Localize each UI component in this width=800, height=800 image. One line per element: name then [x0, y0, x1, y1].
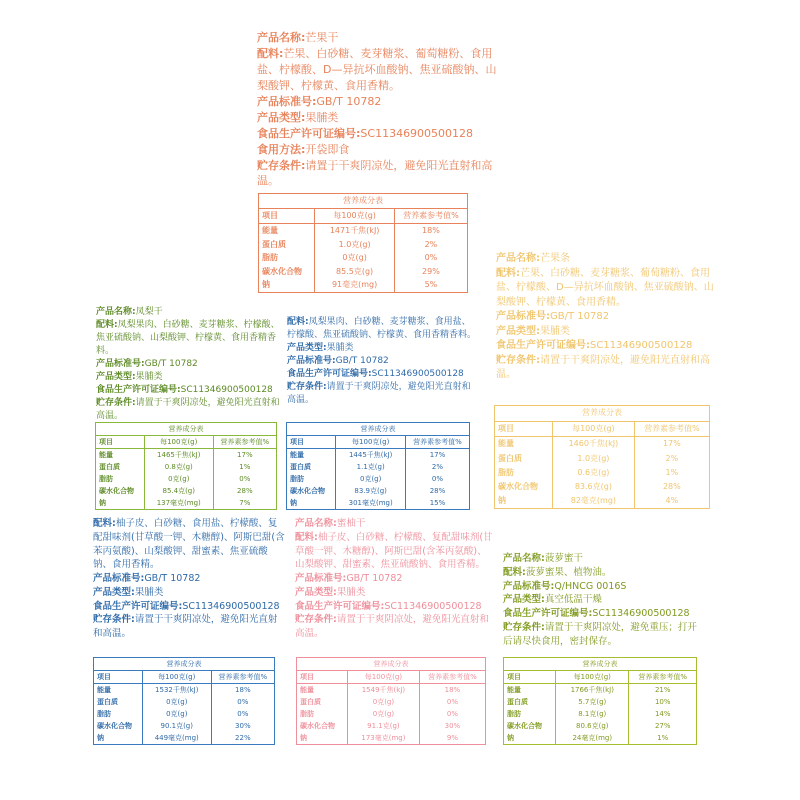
nutrient-fat: 脂肪	[498, 467, 514, 477]
nutrient-sodium: 钠	[262, 280, 270, 290]
ingredients-row: 配料:菠萝蜜果、植物油。	[503, 566, 612, 578]
storage-row: 贮存条件:请置于干爽阴凉处，避免阳光直射和高温。	[496, 354, 710, 380]
header-nrv: 营养素参考值%	[405, 436, 469, 449]
header-per100: 每100克(g)	[348, 671, 420, 684]
header-nrv: 营养素参考值%	[394, 208, 467, 223]
energy-value: 1766千焦(kJ)	[556, 684, 629, 697]
nutrient-fat: 脂肪	[300, 709, 314, 718]
product-name-row: 产品名称:蜜柚干	[295, 518, 366, 529]
header-per100: 每100克(g)	[142, 671, 211, 684]
protein-nrv: 1%	[239, 463, 251, 472]
type-row: 产品类型:果脯类	[93, 586, 164, 598]
carbs-value: 91.1克(g)	[348, 720, 420, 732]
nutrient-energy: 能量	[262, 225, 278, 235]
nutrition-title: 营养成分表	[287, 423, 470, 436]
ingredients-row: 配料:芒果、白砂糖、麦芽糖浆、葡萄糖粉、食用盐、柠檬酸、D—异抗坏血酸钠、焦亚硫酸钠、山梨酸钾、柠檬黄、食用香精。	[496, 267, 714, 308]
type-row: 产品类型:果脯类	[295, 586, 366, 598]
header-nrv: 营养素参考值%	[419, 671, 485, 684]
storage-row: 贮存条件:请置于干爽阴凉处，避免阳光直射和高温。	[287, 382, 471, 406]
energy-nrv: 17%	[429, 451, 446, 460]
nutrient-protein: 蛋白质	[262, 239, 286, 249]
ingredients-row: 配料:柚子皮、白砂糖、柠檬酸、复配甜味剂(甘草酸一钾、木糖醇)、阿斯巴甜(含苯丙氨酸)、山梨酸钾、甜蜜素、焦亚硫酸钠、食用香精。	[295, 531, 493, 571]
type-row: 产品类型:真空低温干燥	[503, 594, 602, 606]
nutrient-sodium: 钠	[300, 733, 307, 742]
nutrient-carbs: 碳水化合物	[262, 266, 302, 276]
nutrition-title: 营养成分表	[297, 658, 486, 671]
nutrient-energy: 能量	[290, 451, 304, 460]
carbs-nrv: 30%	[444, 721, 461, 730]
nutrient-energy: 能量	[99, 451, 113, 460]
carbs-nrv: 28%	[237, 486, 253, 495]
fat-nrv: 0%	[239, 474, 251, 483]
fat-value: 0.6克(g)	[553, 465, 635, 479]
header-item: 项目	[297, 671, 348, 684]
fat-nrv: 0%	[431, 474, 444, 483]
nutrient-fat: 脂肪	[99, 474, 113, 483]
storage-row: 贮存条件:请置于干爽阴凉处，避免阳光直射和高温。	[96, 398, 280, 422]
product-info-pomelo-blue	[93, 517, 285, 641]
protein-nrv: 0%	[237, 698, 249, 707]
license-row: 食品生产许可证编号:SC11346900500128	[503, 608, 690, 620]
protein-nrv: 10%	[654, 698, 671, 707]
header-item: 项目	[259, 208, 315, 223]
usage-row: 食用方法:开袋即食	[257, 142, 350, 156]
sodium-value: 24毫克(mg)	[556, 732, 629, 745]
license-row: 食品生产许可证编号:SC11346900500128	[295, 600, 482, 612]
sodium-value: 91毫克(mg)	[315, 278, 394, 292]
nutrient-energy: 能量	[498, 439, 514, 449]
nutrient-protein: 蛋白质	[300, 698, 321, 707]
nutrition-table-pomelo-blue	[93, 657, 275, 745]
energy-value: 1471千焦(kJ)	[315, 223, 394, 237]
nutrition-table-pomelo-pink	[296, 657, 486, 745]
protein-value: 0克(g)	[348, 696, 420, 708]
nutrition-table-pineapple-honey	[503, 657, 697, 745]
nutrient-fat: 脂肪	[507, 709, 521, 718]
storage-row: 贮存条件:请置于干爽阴凉处，避免重压；打开后请尽快食用，密封保存。	[503, 621, 697, 647]
sodium-nrv: 1%	[657, 733, 669, 742]
carbs-nrv: 28%	[429, 486, 446, 495]
nutrient-sodium: 钠	[498, 496, 506, 506]
protein-value: 1.0克(g)	[315, 238, 394, 252]
nutrition-table-mango-strip	[494, 405, 710, 509]
sodium-value: 301毫克(mg)	[336, 497, 406, 510]
carbs-value: 83.6克(g)	[553, 480, 635, 494]
standard-row: 产品标准号:GB/T 10782	[93, 573, 201, 585]
carbs-value: 83.9克(g)	[336, 485, 406, 497]
nutrient-carbs: 碳水化合物	[507, 721, 542, 730]
fat-value: 8.1克(g)	[556, 708, 629, 720]
sodium-nrv: 4%	[665, 496, 679, 506]
nutrient-protein: 蛋白质	[97, 698, 118, 707]
sodium-nrv: 9%	[446, 733, 458, 742]
header-item: 项目	[94, 671, 143, 684]
fat-nrv: 1%	[665, 467, 679, 477]
carbs-nrv: 27%	[654, 721, 671, 730]
carbs-value: 80.6克(g)	[556, 720, 629, 732]
energy-value: 1460千焦(kJ)	[553, 437, 635, 452]
ingredients-row: 配料:芒果、白砂糖、麦芽糖浆、葡萄糖粉、食用盐、柠檬酸、D—异抗坏血酸钠、焦亚硫酸钠、山梨酸钾、柠檬黄、食用香精。	[257, 46, 497, 92]
product-name-row: 产品名称:芒果条	[496, 253, 570, 264]
license-row: 食品生产许可证编号:SC11346900500128	[287, 369, 464, 380]
protein-value: 0克(g)	[142, 696, 211, 708]
nutrient-fat: 脂肪	[262, 253, 278, 263]
nutrient-protein: 蛋白质	[99, 463, 120, 472]
energy-nrv: 17%	[662, 439, 681, 449]
energy-nrv: 18%	[422, 225, 440, 235]
sodium-value: 82毫克(mg)	[553, 494, 635, 509]
energy-nrv: 21%	[654, 686, 671, 695]
product-name-row: 产品名称:凤梨干	[96, 307, 163, 317]
header-per100: 每100克(g)	[336, 436, 406, 449]
license-row: 食品生产许可证编号:SC11346900500128	[257, 126, 474, 140]
protein-nrv: 2%	[431, 463, 444, 472]
nutrition-table-pear-blue	[286, 422, 470, 510]
fat-value: 0克(g)	[144, 473, 213, 485]
protein-value: 0.8克(g)	[144, 461, 213, 473]
energy-nrv: 17%	[237, 451, 253, 460]
nutrition-title: 营养成分表	[259, 194, 468, 209]
type-row: 产品类型:果脯类	[287, 343, 354, 354]
type-row: 产品类型:果脯类	[96, 372, 163, 383]
header-per100: 每100克(g)	[553, 421, 635, 437]
nutrient-energy: 能量	[300, 686, 314, 695]
sodium-value: 173毫克(mg)	[348, 732, 420, 745]
header-nrv: 营养素参考值%	[211, 671, 274, 684]
standard-row: 产品标准号:GB/T 10782	[257, 94, 382, 108]
nutrient-protein: 蛋白质	[290, 463, 311, 472]
nutrient-sodium: 钠	[99, 498, 106, 507]
nutrient-fat: 脂肪	[97, 709, 111, 718]
energy-nrv: 18%	[235, 686, 251, 695]
carbs-value: 85.5克(g)	[315, 265, 394, 279]
storage-row: 贮存条件:请置于干爽阴凉处，避免阳光直射和高温。	[93, 614, 278, 640]
sodium-value: 449毫克(mg)	[142, 732, 211, 745]
nutrient-carbs: 碳水化合物	[290, 486, 325, 495]
energy-value: 1549千焦(kJ)	[348, 684, 420, 697]
fat-nrv: 0%	[237, 709, 249, 718]
fat-value: 0克(g)	[142, 708, 211, 720]
sodium-nrv: 5%	[424, 280, 438, 290]
sodium-value: 137毫克(mg)	[144, 497, 213, 510]
nutrient-protein: 蛋白质	[507, 698, 528, 707]
nutrient-carbs: 碳水化合物	[498, 481, 538, 491]
nutrition-title: 营养成分表	[96, 423, 277, 436]
nutrient-energy: 能量	[97, 686, 111, 695]
header-per100: 每100克(g)	[556, 671, 629, 684]
energy-value: 1445千焦(kJ)	[336, 449, 406, 462]
protein-value: 1.0克(g)	[553, 451, 635, 465]
protein-value: 1.1克(g)	[336, 461, 406, 473]
product-info-mango-top	[257, 30, 497, 189]
header-item: 项目	[495, 421, 553, 437]
type-row: 产品类型:果脯类	[257, 110, 339, 124]
nutrient-sodium: 钠	[97, 733, 104, 742]
storage-row: 贮存条件:请置于干爽阴凉处，避免阳光直射和高温。	[295, 614, 489, 640]
header-item: 项目	[96, 436, 145, 449]
header-item: 项目	[504, 671, 556, 684]
carbs-nrv: 29%	[422, 266, 440, 276]
sodium-nrv: 15%	[429, 498, 446, 507]
fat-nrv: 14%	[654, 709, 671, 718]
nutrition-table-mango-top	[258, 193, 468, 293]
fat-value: 0克(g)	[336, 473, 406, 485]
product-info-pear-blue	[287, 316, 477, 407]
standard-row: 产品标准号:Q/HNCG 0016S	[503, 580, 627, 592]
header-item: 项目	[287, 436, 336, 449]
standard-row: 产品标准号:GB/T 10782	[287, 356, 389, 367]
product-info-pomelo-pink	[295, 517, 495, 641]
protein-nrv: 2%	[665, 453, 679, 463]
nutrient-sodium: 钠	[290, 498, 297, 507]
nutrient-carbs: 碳水化合物	[99, 486, 134, 495]
nutrition-title: 营养成分表	[495, 406, 710, 422]
product-name-row: 产品名称:菠萝蜜干	[503, 553, 583, 564]
license-row: 食品生产许可证编号:SC11346900500128	[96, 385, 273, 396]
nutrient-carbs: 碳水化合物	[97, 721, 132, 730]
protein-value: 5.7克(g)	[556, 696, 629, 708]
sodium-nrv: 22%	[235, 733, 251, 742]
header-per100: 每100克(g)	[315, 208, 394, 223]
ingredients-row: 配料:凤梨果肉、白砂糖、麦芽糖浆、食用盐、柠檬酸、焦亚硫酸钠、柠檬黄、食用香精香料。	[287, 317, 477, 341]
carbs-nrv: 30%	[235, 721, 251, 730]
ingredients-row: 配料:柚子皮、白砂糖、食用盐、柠檬酸、复配甜味剂(甘草酸一钾、木糖醇)、阿斯巴甜(含苯丙氨酸)、山梨酸钾、甜蜜素、焦亚硫酸钠、食用香精。	[93, 518, 285, 571]
fat-nrv: 0%	[424, 253, 438, 263]
standard-row: 产品标准号:GB/T 10782	[496, 311, 610, 322]
header-per100: 每100克(g)	[144, 436, 213, 449]
product-info-pear	[96, 306, 286, 423]
fat-value: 0克(g)	[348, 708, 420, 720]
sodium-nrv: 7%	[239, 498, 251, 507]
nutrition-title: 营养成分表	[94, 658, 275, 671]
carbs-value: 90.1克(g)	[142, 720, 211, 732]
product-info-mango-strip	[496, 252, 718, 383]
fat-nrv: 0%	[446, 709, 458, 718]
nutrient-sodium: 钠	[507, 733, 514, 742]
storage-row: 贮存条件:请置于干爽阴凉处，避免阳光直射和高温。	[257, 158, 493, 188]
nutrition-table-pear	[95, 422, 277, 510]
standard-row: 产品标准号:GB/T 10782	[96, 359, 198, 370]
license-row: 食品生产许可证编号:SC11346900500128	[93, 600, 280, 612]
header-nrv: 营养素参考值%	[629, 671, 697, 684]
energy-value: 1465千焦(kJ)	[144, 449, 213, 462]
license-row: 食品生产许可证编号:SC11346900500128	[496, 340, 693, 351]
protein-nrv: 0%	[446, 698, 458, 707]
standard-row: 产品标准号:GB/T 10782	[295, 573, 403, 585]
nutrient-protein: 蛋白质	[498, 453, 522, 463]
energy-nrv: 18%	[444, 686, 461, 695]
header-nrv: 营养素参考值%	[634, 421, 709, 437]
product-name-row: 产品名称:芒果干	[257, 31, 339, 44]
header-nrv: 营养素参考值%	[213, 436, 276, 449]
nutrient-fat: 脂肪	[290, 474, 304, 483]
carbs-value: 85.4克(g)	[144, 485, 213, 497]
protein-nrv: 2%	[424, 239, 438, 249]
nutrient-carbs: 碳水化合物	[300, 721, 335, 730]
type-row: 产品类型:果脯类	[496, 325, 570, 337]
product-info-pineapple-honey	[503, 552, 703, 648]
nutrient-energy: 能量	[507, 686, 521, 695]
energy-value: 1532千焦(kJ)	[142, 684, 211, 697]
nutrition-title: 营养成分表	[504, 658, 697, 671]
ingredients-row: 配料:凤梨果肉、白砂糖、麦芽糖浆、柠檬酸、焦亚硫酸钠、山梨酸钾、柠檬黄、食用香精香料。	[96, 320, 280, 357]
carbs-nrv: 28%	[662, 481, 681, 491]
fat-value: 0克(g)	[315, 251, 394, 265]
